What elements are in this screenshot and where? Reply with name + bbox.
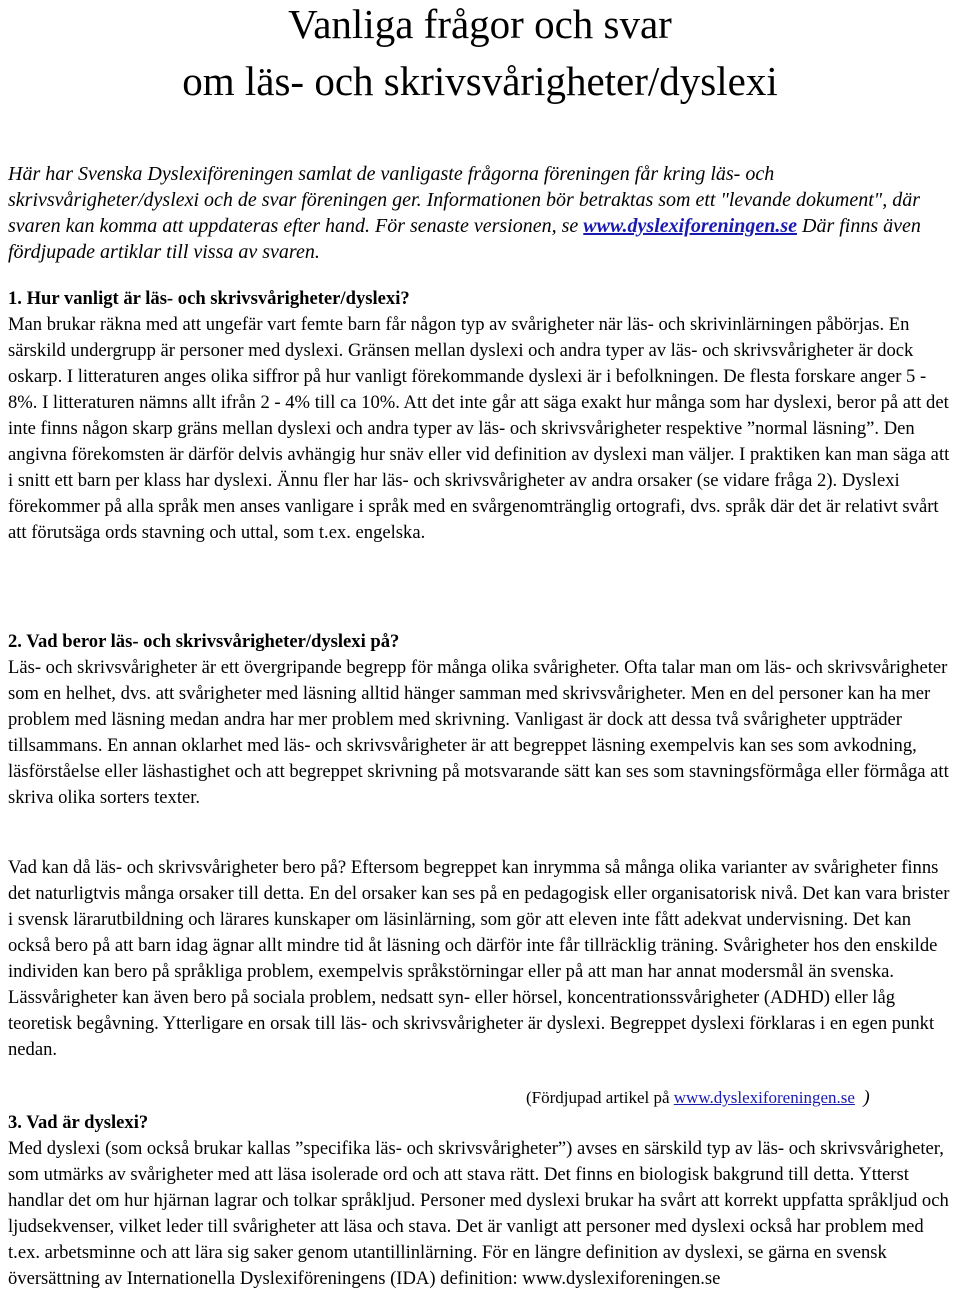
page-title-line-1: Vanliga frågor och svar	[288, 1, 672, 47]
faq-section-1	[8, 286, 952, 546]
article-reference	[526, 1086, 870, 1110]
article-reference-prefix: (Fördjupad artikel på	[526, 1088, 674, 1107]
article-link[interactable]: www.dyslexiforeningen.se	[673, 1088, 855, 1107]
page-title-line-2: om läs- och skrivsvårigheter/dyslexi	[182, 58, 778, 104]
faq-question-1-heading: 1. Hur vanligt är läs- och skrivsvårigheter/dyslexi?	[8, 288, 410, 309]
intro-text-end: Där finns även fördjupade artiklar till vissa av svaren.	[8, 215, 921, 263]
intro-paragraph	[8, 161, 953, 265]
intro-text: Här har Svenska Dyslexiföreningen samlat de vanligaste frågorna föreningen får kring läs- och skrivsvårigheter/dyslexi och de svar föreningen ger. Informationen bör betraktas som ett "levande dokument", där svaren kan komma att uppdateras efter hand. För senaste versionen, se	[8, 163, 920, 237]
article-reference-suffix: )	[863, 1087, 870, 1108]
faq-section-2	[8, 629, 952, 811]
faq-question-3-heading: 3. Vad är dyslexi?	[8, 1112, 149, 1133]
faq-answer-1: Man brukar räkna med att ungefär vart femte barn får någon typ av svårigheter när läs- och skrivinlärningen påbörjas. En särskild undergrupp är personer med dyslexi. Gränsen mellan dyslexi och andra typer av läs- och skrivsvårigheter är dock oskarp. I litteraturen anges olika siffror på hur vanligt förekommande dyslexi är i befolkningen. De flesta forskare anger 5 - 8%. I litteraturen nämns allt ifrån 2 - 4% till ca 10%. Att det inte går att säga exakt hur många som har dyslexi, beror på att det inte finns någon skarp gräns mellan dyslexi och andra typer av läs- och skrivsvårigheter respektive ”normal läsning”. Den angivna förekomsten är därför delvis avhängig hur snäv eller vid definition av dyslexi man väljer. I praktiken kan man säga att i snitt ett barn per klass har dyslexi. Ännu fler har läs- och skrivsvårigheter av andra orsaker (se vidare fråga 2). Dyslexi förekommer på alla språk men anses vanligare i språk med en svårgenomtränglig ortografi, dvs. språk där det är relativt svårt att förutsäga ords stavning och uttal, som t.ex. engelska.	[8, 314, 950, 543]
faq-answer-3: Med dyslexi (som också brukar kallas ”specifika läs- och skrivsvårigheter”) avses en särskild typ av läs- och skrivsvårigheter, som utmärks av svårigheter med att läsa isolerade ord och att stava rätt. Det finns en biologisk bakgrund till detta. Ytterst handlar det om hur hjärnan lagrar och tolkar språkljud. Personer med dyslexi brukar ha svårt att korrekt uppfatta språkljud och ljudsekvenser, vilket leder till svårigheter att läsa och stava. Det är vanligt att personer med dyslexi också har problem med t.ex. arbetsminne och att lära sig saker genom utantillinlärning. För en längre definition av dyslexi, se gärna en svensk översättning av Internationella Dyslexiföreningens (IDA) definition: www.dyslexiforeningen.se	[8, 1138, 949, 1289]
faq-question-2-heading: 2. Vad beror läs- och skrivsvårigheter/dyslexi på?	[8, 631, 400, 652]
faq-section-3	[8, 1110, 952, 1292]
website-link[interactable]: www.dyslexiforeningen.se	[583, 215, 797, 237]
faq-section-2-continued	[8, 855, 952, 1063]
faq-answer-2-part-2: Vad kan då läs- och skrivsvårigheter bero på? Eftersom begreppet kan inrymma så många olika varianter av svårigheter finns det naturligtvis många orsaker till detta. En del orsaker kan ses på en pedagogisk eller organisatorisk nivå. Det kan vara brister i svensk lärarutbildning och lärares kunskaper om läsinlärning, som gör att eleven inte fått adekvat undervisning. Det kan också bero på att barn idag ägnar allt mindre tid åt läsning och därför inte får tillräcklig träning. Svårigheter hos den enskilde individen kan bero på språkliga problem, exempelvis språkstörningar eller på att man har annat modersmål än svenska. Lässvårigheter kan även bero på sociala problem, nedsatt syn- eller hörsel, koncentrationssvårigheter (ADHD) eller låg teoretisk begåvning. Ytterligare en orsak till läs- och skrivsvårigheter är dyslexi. Begreppet dyslexi förklaras i en egen punkt nedan.	[8, 857, 950, 1060]
faq-answer-2: Läs- och skrivsvårigheter är ett övergripande begrepp för många olika svårigheter. Ofta talar man om läs- och skrivsvårigheter som en helhet, dvs. att svårigheter med läsning alltid hänger samman med skrivsvårigheter. Men en del personer kan ha mer problem med läsning medan andra har mer problem med skrivning. Vanligast är dock att dessa två svårigheter uppträder tillsammans. En annan oklarhet med läs- och skrivsvårigheter är att begreppet läsning exempelvis kan ses som avkodning, läsförståelse eller läshastighet och att begreppet skrivning på motsvarande sätt kan ses som stavningsförmåga eller förmåga att skriva olika sorters texter.	[8, 657, 949, 808]
